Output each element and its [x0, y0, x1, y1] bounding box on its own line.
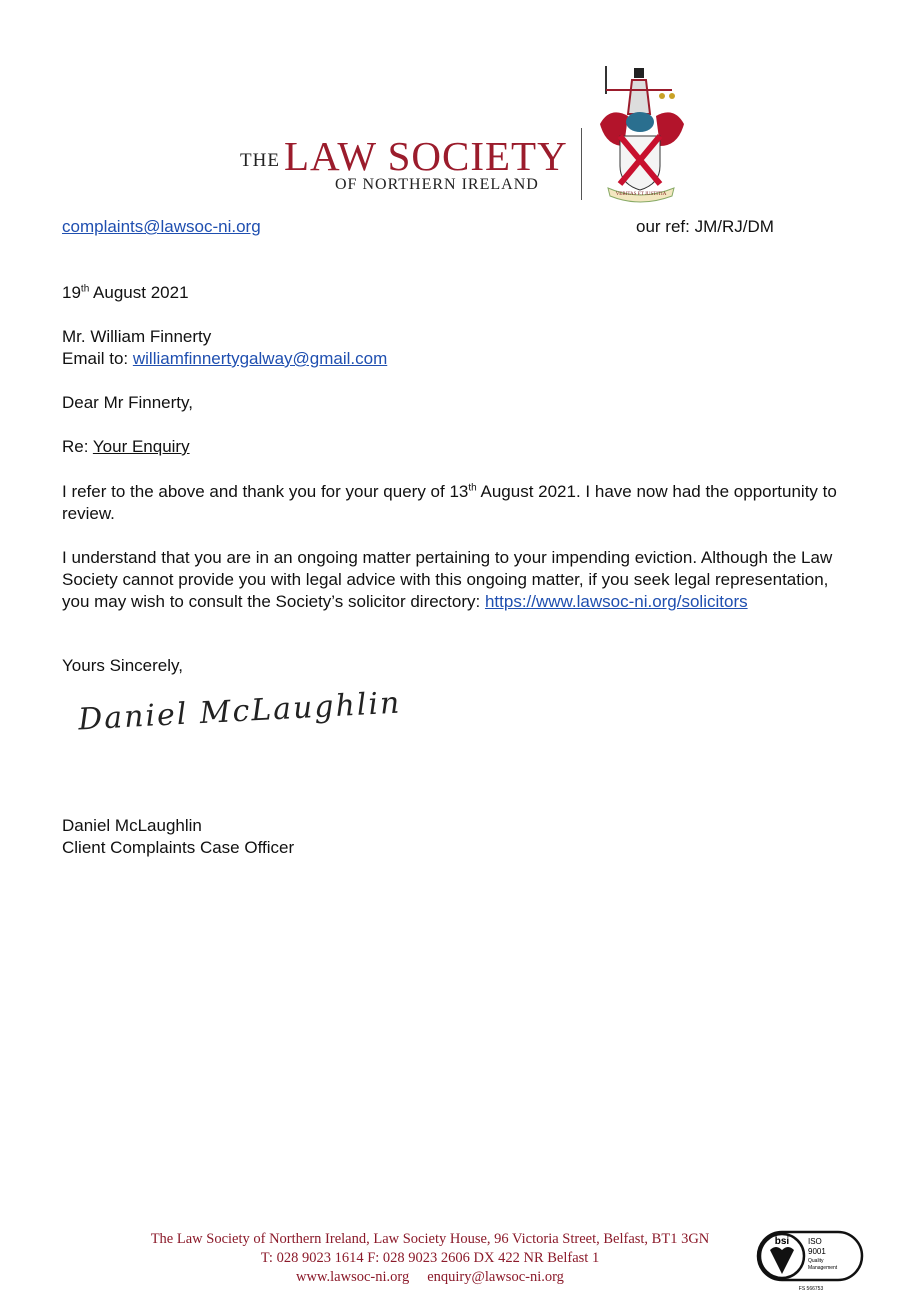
signatory-title: Client Complaints Case Officer	[62, 838, 295, 857]
recipient-email: Email to: williamfinnertygalway@gmail.com	[62, 349, 388, 368]
footer-phone: T: 028 9023 1614 F: 028 9023 2606 DX 422 NR Belfast 1	[260, 1250, 600, 1266]
logo-name: LAW SOCIETY	[284, 133, 568, 179]
recipient-email-link[interactable]: williamfinnertygalway@gmail.com	[132, 349, 388, 368]
recipient-name: Mr. William Finnerty	[62, 327, 212, 346]
svg-text:FS 566753: FS 566753	[798, 1286, 824, 1292]
crest-motto: VERITAS ET JUSTITIA	[615, 192, 667, 197]
subject-line: Re: Your Enquiry	[62, 437, 190, 456]
svg-text:Quality: Quality	[808, 1258, 824, 1264]
letter-date: 19th August 2021	[62, 283, 189, 302]
footer	[120, 1230, 740, 1287]
signature: Daniel McLaughlin	[77, 685, 403, 738]
svg-text:Management: Management	[808, 1265, 838, 1271]
svg-text:bsi: bsi	[774, 1236, 790, 1247]
salutation: Dear Mr Finnerty,	[62, 393, 193, 412]
bsi-iso-9001-badge-icon	[756, 1228, 866, 1298]
logo-the: THE	[240, 150, 280, 171]
svg-text:ISO: ISO	[808, 1237, 822, 1246]
svg-text:9001: 9001	[808, 1247, 826, 1256]
footer-email: enquiry@lawsoc-ni.org	[427, 1269, 564, 1285]
signatory-name: Daniel McLaughlin	[62, 816, 202, 835]
footer-address: The Law Society of Northern Ireland, Law Society House, 96 Victoria Street, Belfast, BT1 3GN	[150, 1231, 710, 1247]
closing: Yours Sincerely,	[62, 656, 183, 675]
coat-of-arms-icon	[592, 64, 692, 204]
footer-website: www.lawsoc-ni.org	[296, 1269, 410, 1285]
complaints-email-link[interactable]: complaints@lawsoc-ni.org	[62, 217, 261, 236]
solicitor-directory-link[interactable]: https://www.lawsoc-ni.org/solicitors	[484, 592, 748, 611]
logo-subname: OF NORTHERN IRELAND	[335, 176, 539, 193]
paragraph-1: I refer to the above and thank you for your query of 13th August 2021. I have now had the opportunity to review.	[62, 482, 837, 523]
paragraph-2: I understand that you are in an ongoing matter pertaining to your impending eviction. Although the Law Society cannot provide you with legal advice with this ongoing matter, if you seek legal representation, you may wish to consult the Society’s solicitor directory: https://www.lawsoc-ni.org/solicitors	[62, 548, 833, 611]
our-reference: our ref: JM/RJ/DM	[636, 217, 774, 236]
logo-divider	[581, 128, 582, 200]
